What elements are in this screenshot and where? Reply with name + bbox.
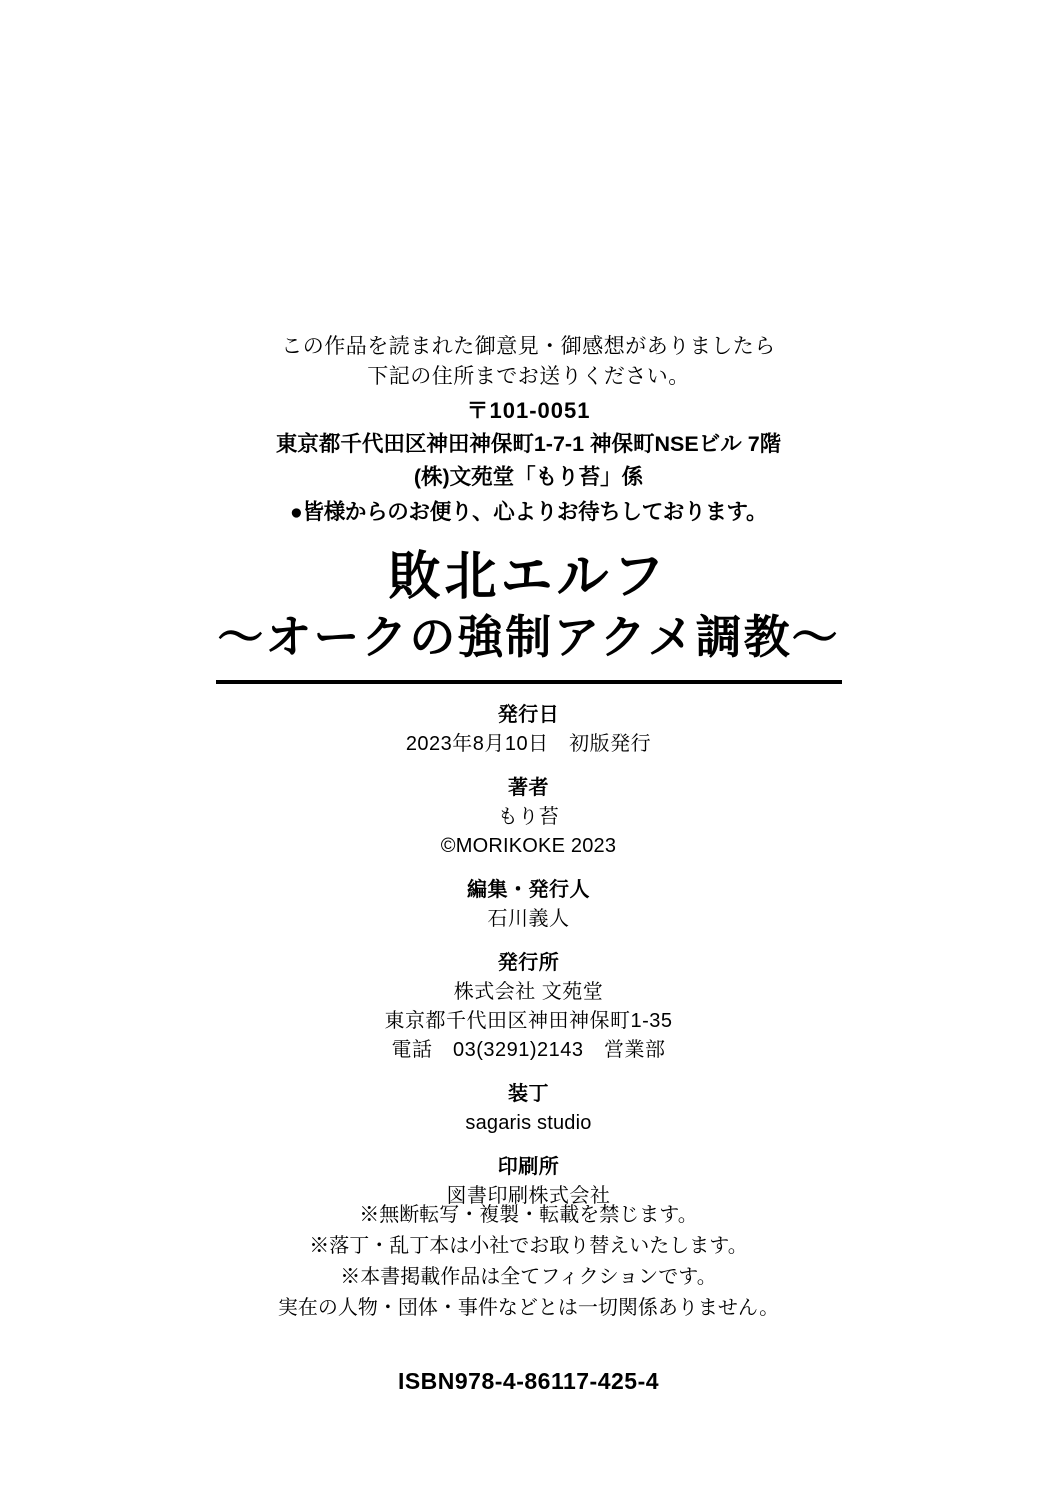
author-name: もり苔 [497,806,560,828]
feedback-address-block [0,332,1057,527]
design-group [0,1079,1057,1138]
invitation-line: ●皆様からのお便り、心よりお待ちしております。 [289,499,768,524]
design-studio: sagaris studio [465,1112,592,1134]
horizontal-divider [216,680,842,684]
book-title-subtitle: ～オークの強制アクメ調教～ [217,610,840,665]
publisher-phone: 電話 03(3291)2143 営業部 [391,1039,666,1061]
author-group [0,773,1057,861]
publish-date-value: 2023年8月10日 初版発行 [405,733,652,755]
isbn-number: ISBN978-4-86117-425-4 [397,1368,660,1394]
publish-date-label: 発行日 [497,704,560,726]
book-title-block [0,548,1057,665]
editor-group [0,875,1057,934]
feedback-line-1: この作品を読まれた御意見・御感想がありましたら [281,335,776,358]
colophon-details [0,700,1057,1225]
department-line: (株)文苑堂「もり苔」係 [413,465,644,490]
publish-date-group [0,700,1057,759]
publisher-label: 発行所 [497,952,560,974]
author-copyright: ©MORIKOKE 2023 [440,835,617,857]
postal-code: 〒101-0051 [466,397,591,423]
design-label: 装丁 [508,1083,549,1105]
printer-label: 印刷所 [497,1156,560,1178]
publisher-group [0,948,1057,1065]
publisher-address: 東京都千代田区神田神保町1-35 [384,1010,673,1032]
note-line-4: 実在の人物・団体・事件などとは一切関係ありません。 [277,1297,780,1319]
postal-address: 東京都千代田区神田神保町1-7-1 神保町NSEビル 7階 [275,431,782,456]
note-line-1: ※無断転写・複製・転載を禁じます。 [359,1204,698,1226]
note-line-3: ※本書掲載作品は全てフィクションです。 [340,1266,717,1288]
publisher-name: 株式会社 文苑堂 [453,981,604,1003]
printer-name: 図書印刷株式会社 [446,1185,611,1207]
author-label: 著者 [508,777,549,799]
editor-name: 石川義人 [487,908,570,930]
legal-notes [0,1200,1057,1324]
editor-label: 編集・発行人 [467,879,590,901]
feedback-line-2: 下記の住所までお送りください。 [367,364,690,388]
note-line-2: ※落丁・乱丁本は小社でお取り替えいたします。 [309,1235,748,1257]
book-title-main: 敗北エルフ [388,546,669,607]
